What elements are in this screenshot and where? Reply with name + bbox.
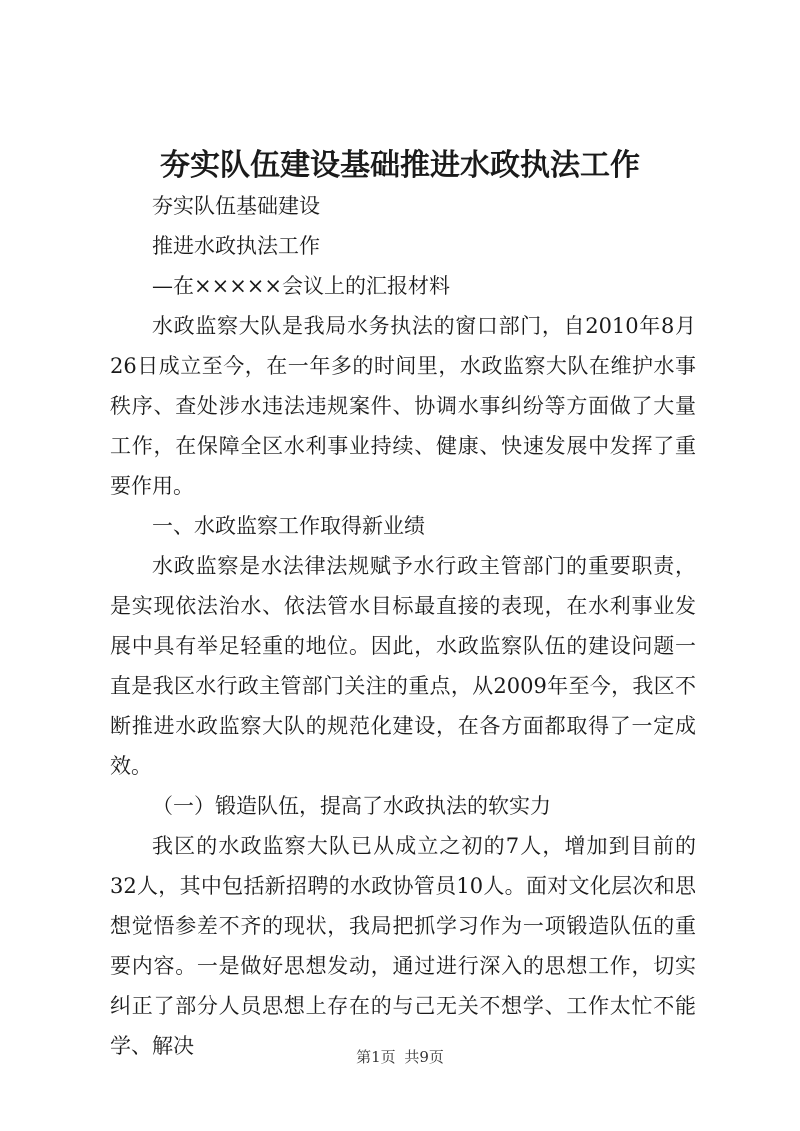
subtitle-line-3: —在×××××会议上的汇报材料 [152,274,450,298]
document-body [110,186,696,1066]
document-title: 夯实队伍建设基础推进水政执法工作 [160,148,640,183]
subtitle-line-1: 夯实队伍基础建设 [152,194,320,218]
subsection-heading-1: （一）锻造队伍，提高了水政执法的软实力 [152,794,551,818]
page-number: 第1页 [356,1048,396,1066]
subtitle-line-2: 推进水政执法工作 [152,234,320,258]
paragraph-subsection-1: 我区的水政监察大队已从成立之初的7人，增加到目前的32人，其中包括新招聘的水政协管员10人。面对文化层次和思想觉悟参差不齐的现状，我局把抓学习作为一项锻造队伍的重要内容。一是做好思想发动，通过进行深入的思想工作，切实纠正了部分人员思想上存在的与己无关不想学、工作太忙不能学、解决 [110,834,696,1058]
paragraph-section-1: 水政监察是水法律法规赋予水行政主管部门的重要职责，是实现依法治水、依法管水目标最直接的表现，在水利事业发展中具有举足轻重的地位。因此，水政监察队伍的建设问题一直是我区水行政主管部门关注的重点，从2009年至今，我区不断推进水政监察大队的规范化建设，在各方面都取得了一定成效。 [110,554,696,778]
section-heading-1: 一、水政监察工作取得新业绩 [152,514,425,538]
paragraph-intro: 水政监察大队是我局水务执法的窗口部门，自2010年8月26日成立至今，在一年多的时间里，水政监察大队在维护水事秩序、查处涉水违法违规案件、协调水事纠纷等方面做了大量工作，在保障全区水利事业持续、健康、快速发展中发挥了重要作用。 [110,314,696,498]
page-footer [0,1046,800,1067]
page-total: 共9页 [404,1048,444,1066]
